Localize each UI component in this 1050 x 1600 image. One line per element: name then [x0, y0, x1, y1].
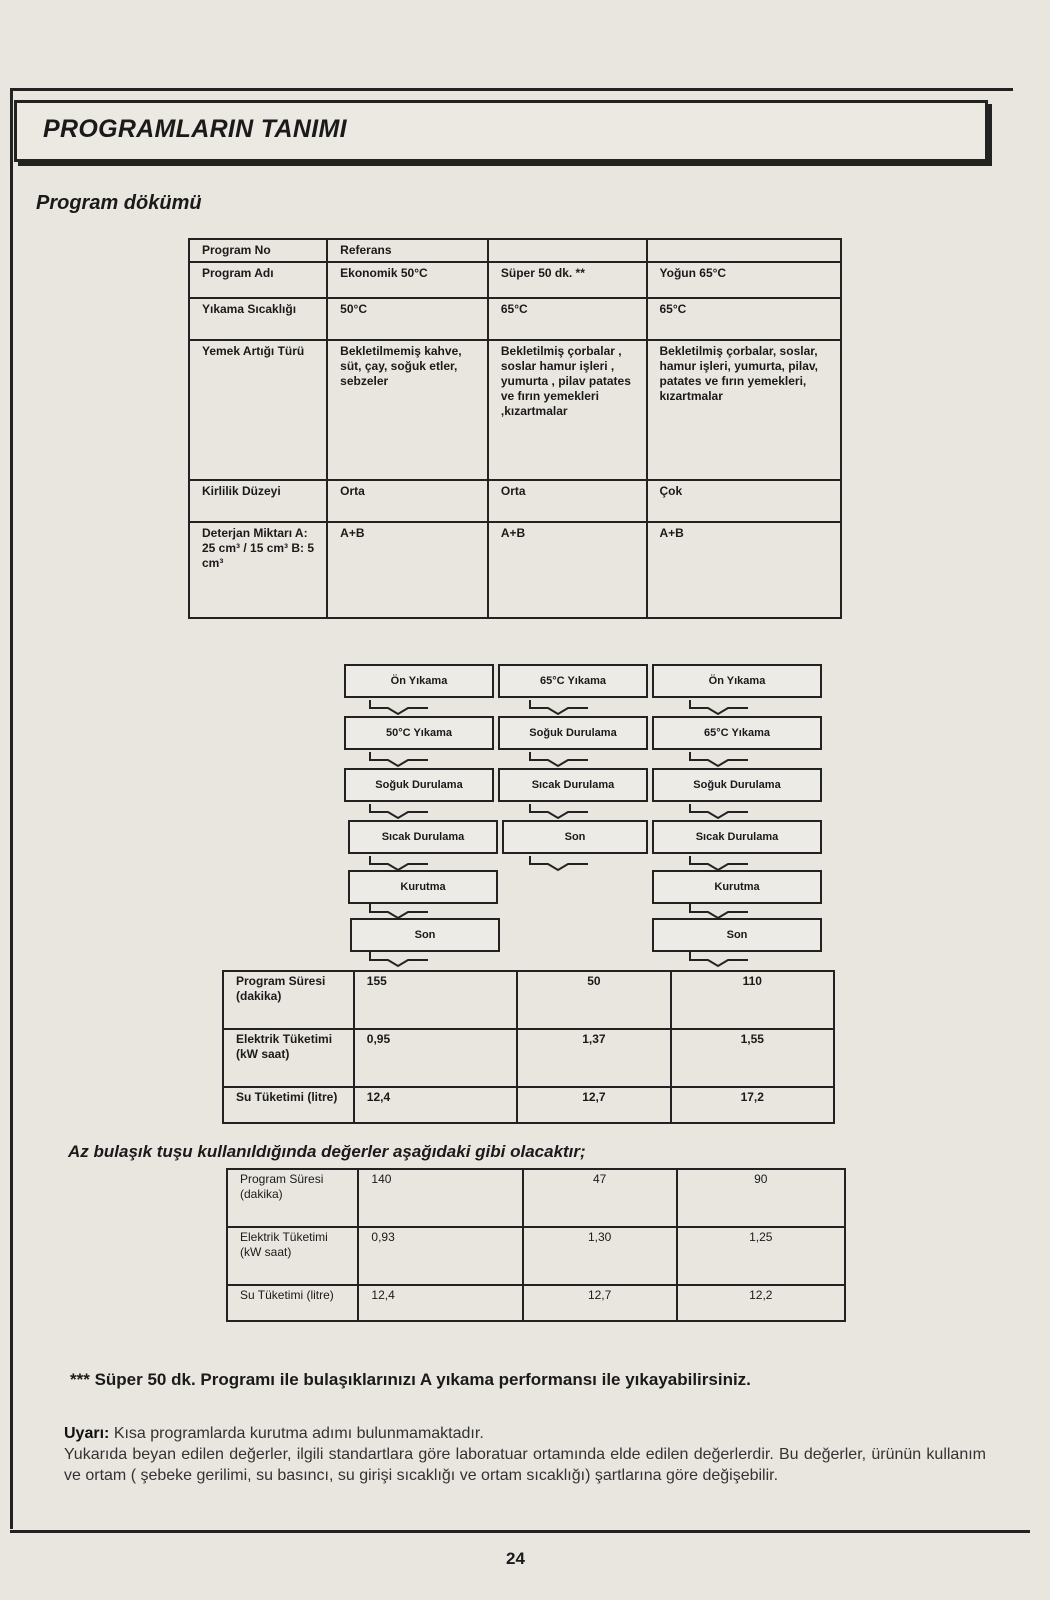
table-row [189, 480, 841, 522]
subtitle: Program dökümü [36, 192, 202, 214]
cell: Çok [647, 480, 842, 522]
cell: Süper 50 dk. ** [488, 262, 647, 298]
warning-label: Uyarı: [64, 1425, 110, 1442]
cell: 1,25 [677, 1227, 845, 1285]
cell [488, 239, 647, 262]
cell: 0,95 [354, 1029, 517, 1087]
half-load-caption: Az bulaşık tuşu kullanıldığında değerler aşağıdaki gibi olacaktır; [68, 1142, 586, 1161]
cell: Orta [327, 480, 488, 522]
flow-step: Son [652, 918, 822, 952]
warning-block [64, 1423, 986, 1486]
cell: Orta [488, 480, 647, 522]
cell: Bekletilmiş çorbalar , soslar hamur işleri , yumurta , pilav patates ve fırın yemekleri ,kızartmalar [488, 340, 647, 480]
row-label: Program Süresi (dakika) [227, 1169, 358, 1227]
cell: 50°C [327, 298, 488, 340]
cell: 1,55 [671, 1029, 835, 1087]
cell: 12,4 [358, 1285, 522, 1321]
row-label: Elektrik Tüketimi (kW saat) [227, 1227, 358, 1285]
cell: Bekletilmiş çorbalar, soslar, hamur işleri, yumurta, pilav, patates ve fırın yemekleri, kızartmalar [647, 340, 842, 480]
table-row [189, 298, 841, 340]
table-row [227, 1169, 845, 1227]
flow-step: Soğuk Durulama [344, 768, 494, 802]
cell: 12,7 [517, 1087, 670, 1123]
table-row [189, 262, 841, 298]
flow-step: Kurutma [652, 870, 822, 904]
cell: Yoğun 65°C [647, 262, 842, 298]
cell: 50 [517, 971, 670, 1029]
flow-step: Sıcak Durulama [348, 820, 498, 854]
row-label: Su Tüketimi (litre) [223, 1087, 354, 1123]
cell: 12,2 [677, 1285, 845, 1321]
cell: 90 [677, 1169, 845, 1227]
table-row [189, 239, 841, 262]
flow-step: Ön Yıkama [344, 664, 494, 698]
cell: 12,7 [523, 1285, 677, 1321]
row-label: Kirlilik Düzeyi [189, 480, 327, 522]
half-load-table [226, 1168, 846, 1322]
page-bottom-rule [10, 1530, 1030, 1533]
section-title: PROGRAMLARIN TANIMI [43, 115, 347, 143]
table-row [223, 971, 834, 1029]
row-label: Program Süresi (dakika) [223, 971, 354, 1029]
cell: 0,93 [358, 1227, 522, 1285]
flow-step: 50°C Yıkama [344, 716, 494, 750]
flow-step: Soğuk Durulama [498, 716, 648, 750]
table-row [189, 340, 841, 480]
cell: 140 [358, 1169, 522, 1227]
table-row [223, 1029, 834, 1087]
cell: A+B [488, 522, 647, 618]
cell: Referans [327, 239, 488, 262]
section-title-box [14, 100, 988, 162]
cell: 12,4 [354, 1087, 517, 1123]
program-table [188, 238, 842, 619]
row-label: Deterjan Miktarı A: 25 cm³ / 15 cm³ B: 5 cm³ [189, 522, 327, 618]
table-row [223, 1087, 834, 1123]
flow-step: Kurutma [348, 870, 498, 904]
warning-body: Yukarıda beyan edilen değerler, ilgili standartlara göre laboratuar ortamında elde edilen değerlerdir. Bu değerler, ürünün kullanım ve ortam ( şebeke gerilimi, su basıncı, su girişi sıcaklığı ve ortam sıcaklığı) şartlarına göre değişebilir. [64, 1446, 986, 1484]
table-row [227, 1227, 845, 1285]
cell: 1,37 [517, 1029, 670, 1087]
row-label: Yemek Artığı Türü [189, 340, 327, 480]
cell [647, 239, 842, 262]
footnote: *** Süper 50 dk. Programı ile bulaşıklarınızı A yıkama performansı ile yıkayabilirsiniz. [70, 1370, 751, 1389]
flow-step: 65°C Yıkama [652, 716, 822, 750]
cell: 1,30 [523, 1227, 677, 1285]
row-label: Su Tüketimi (litre) [227, 1285, 358, 1321]
flow-step: Sıcak Durulama [652, 820, 822, 854]
flow-step: Sıcak Durulama [498, 768, 648, 802]
flow-step: 65°C Yıkama [498, 664, 648, 698]
cell: 155 [354, 971, 517, 1029]
flow-step: Son [350, 918, 500, 952]
table-row [189, 522, 841, 618]
row-label: Program No [189, 239, 327, 262]
cell: Ekonomik 50°C [327, 262, 488, 298]
flow-step: Ön Yıkama [652, 664, 822, 698]
row-label: Elektrik Tüketimi (kW saat) [223, 1029, 354, 1087]
cell: 17,2 [671, 1087, 835, 1123]
page-number: 24 [506, 1549, 525, 1568]
flow-step: Soğuk Durulama [652, 768, 822, 802]
cell: A+B [327, 522, 488, 618]
row-label: Yıkama Sıcaklığı [189, 298, 327, 340]
cell: 65°C [488, 298, 647, 340]
row-label: Program Adı [189, 262, 327, 298]
warning-line1: Kısa programlarda kurutma adımı bulunmamaktadır. [113, 1425, 484, 1442]
cell: 47 [523, 1169, 677, 1227]
flow-step: Son [502, 820, 648, 854]
cell: 110 [671, 971, 835, 1029]
cell: Bekletilmemiş kahve, süt, çay, soğuk etler, sebzeler [327, 340, 488, 480]
cell: 65°C [647, 298, 842, 340]
table-row [227, 1285, 845, 1321]
cell: A+B [647, 522, 842, 618]
results-table [222, 970, 835, 1124]
